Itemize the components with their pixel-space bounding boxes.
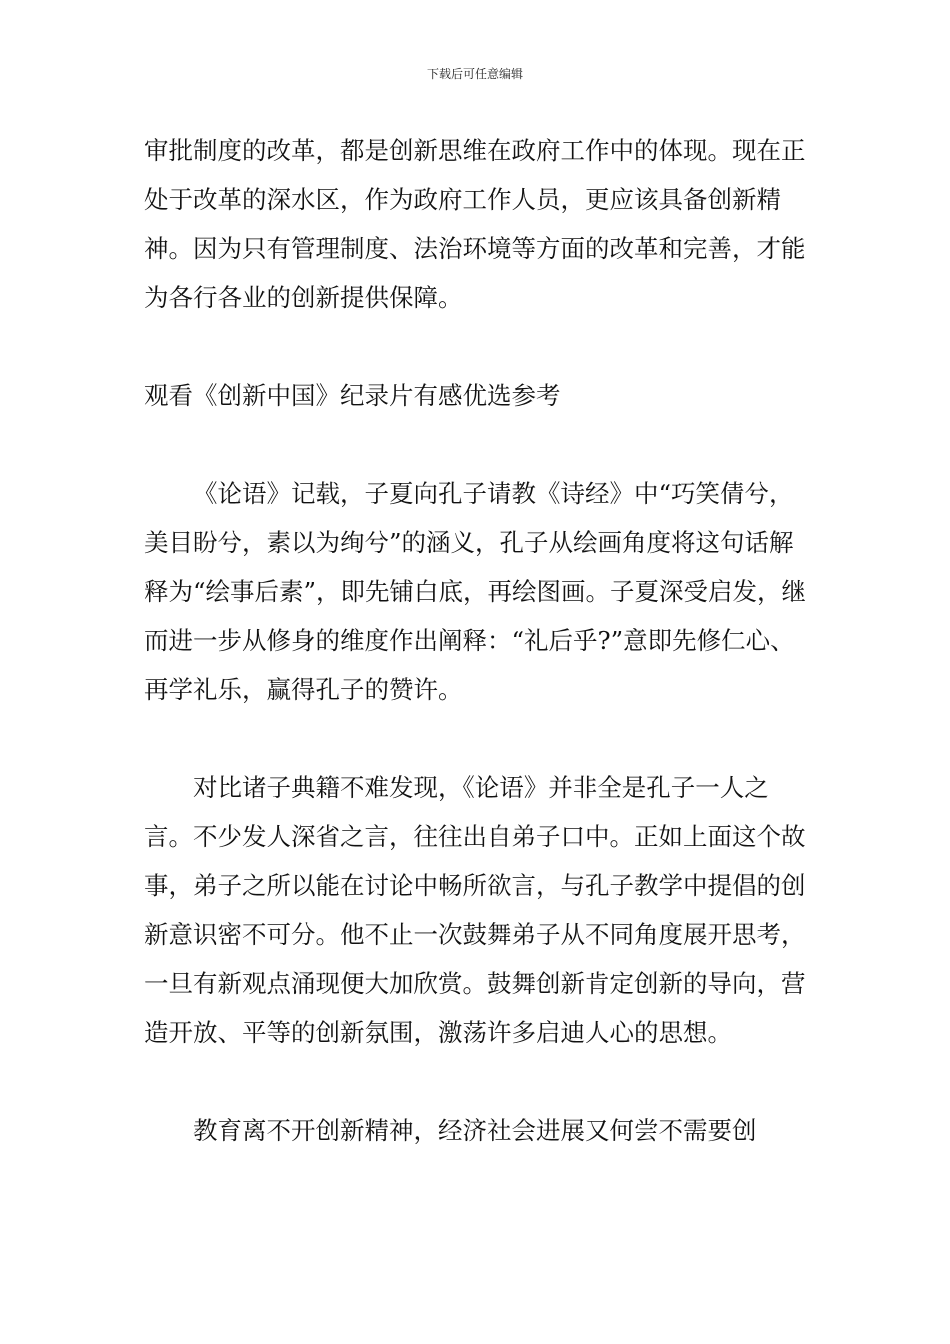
page-header: 下载后可任意编辑 <box>426 67 523 81</box>
paragraph-gap <box>144 1057 809 1106</box>
paragraph-gap <box>144 322 809 371</box>
paragraph-4: 教育离不开创新精神，经济社会进展又何尝不需要创 <box>193 1116 757 1145</box>
paragraph-2: 《论语》记载，子夏向孔子请教《诗经》中“巧笑倩兮，美目盼兮，素以为绚兮”的涵义，孔子从绘画角度将这句话解释为“绘事后素”，即先铺白底，再绘图画。子夏深受启发，继而进一步从修身的维度作出阐释：“礼后乎?”意即先修仁心、再学礼乐，赢得孔子的赞许。 <box>144 479 807 704</box>
paragraph-3: 对比诸子典籍不难发现，《论语》并非全是孔子一人之言。不少发人深省之言，往往出自弟子口中。正如上面这个故事，弟子之所以能在讨论中畅所欲言，与孔子教学中提倡的创新意识密不可分。他不止一次鼓舞弟子从不同角度展开思考，一旦有新观点涌现便大加欣赏。鼓舞创新肯定创新的导向，营造开放、平等的创新氛围，激荡许多启迪人心的思想。 <box>144 773 806 1047</box>
document-title: 观看《创新中国》纪录片有感优选参考 <box>144 381 561 410</box>
paragraph-gap <box>144 420 809 469</box>
paragraph-gap <box>144 714 809 763</box>
document-body <box>144 126 809 1155</box>
paragraph-1: 审批制度的改革，都是创新思维在政府工作中的体现。现在正处于改革的深水区，作为政府工作人员，更应该具备创新精神。因为只有管理制度、法治环境等方面的改革和完善，才能为各行各业的创新提供保障。 <box>144 136 806 312</box>
